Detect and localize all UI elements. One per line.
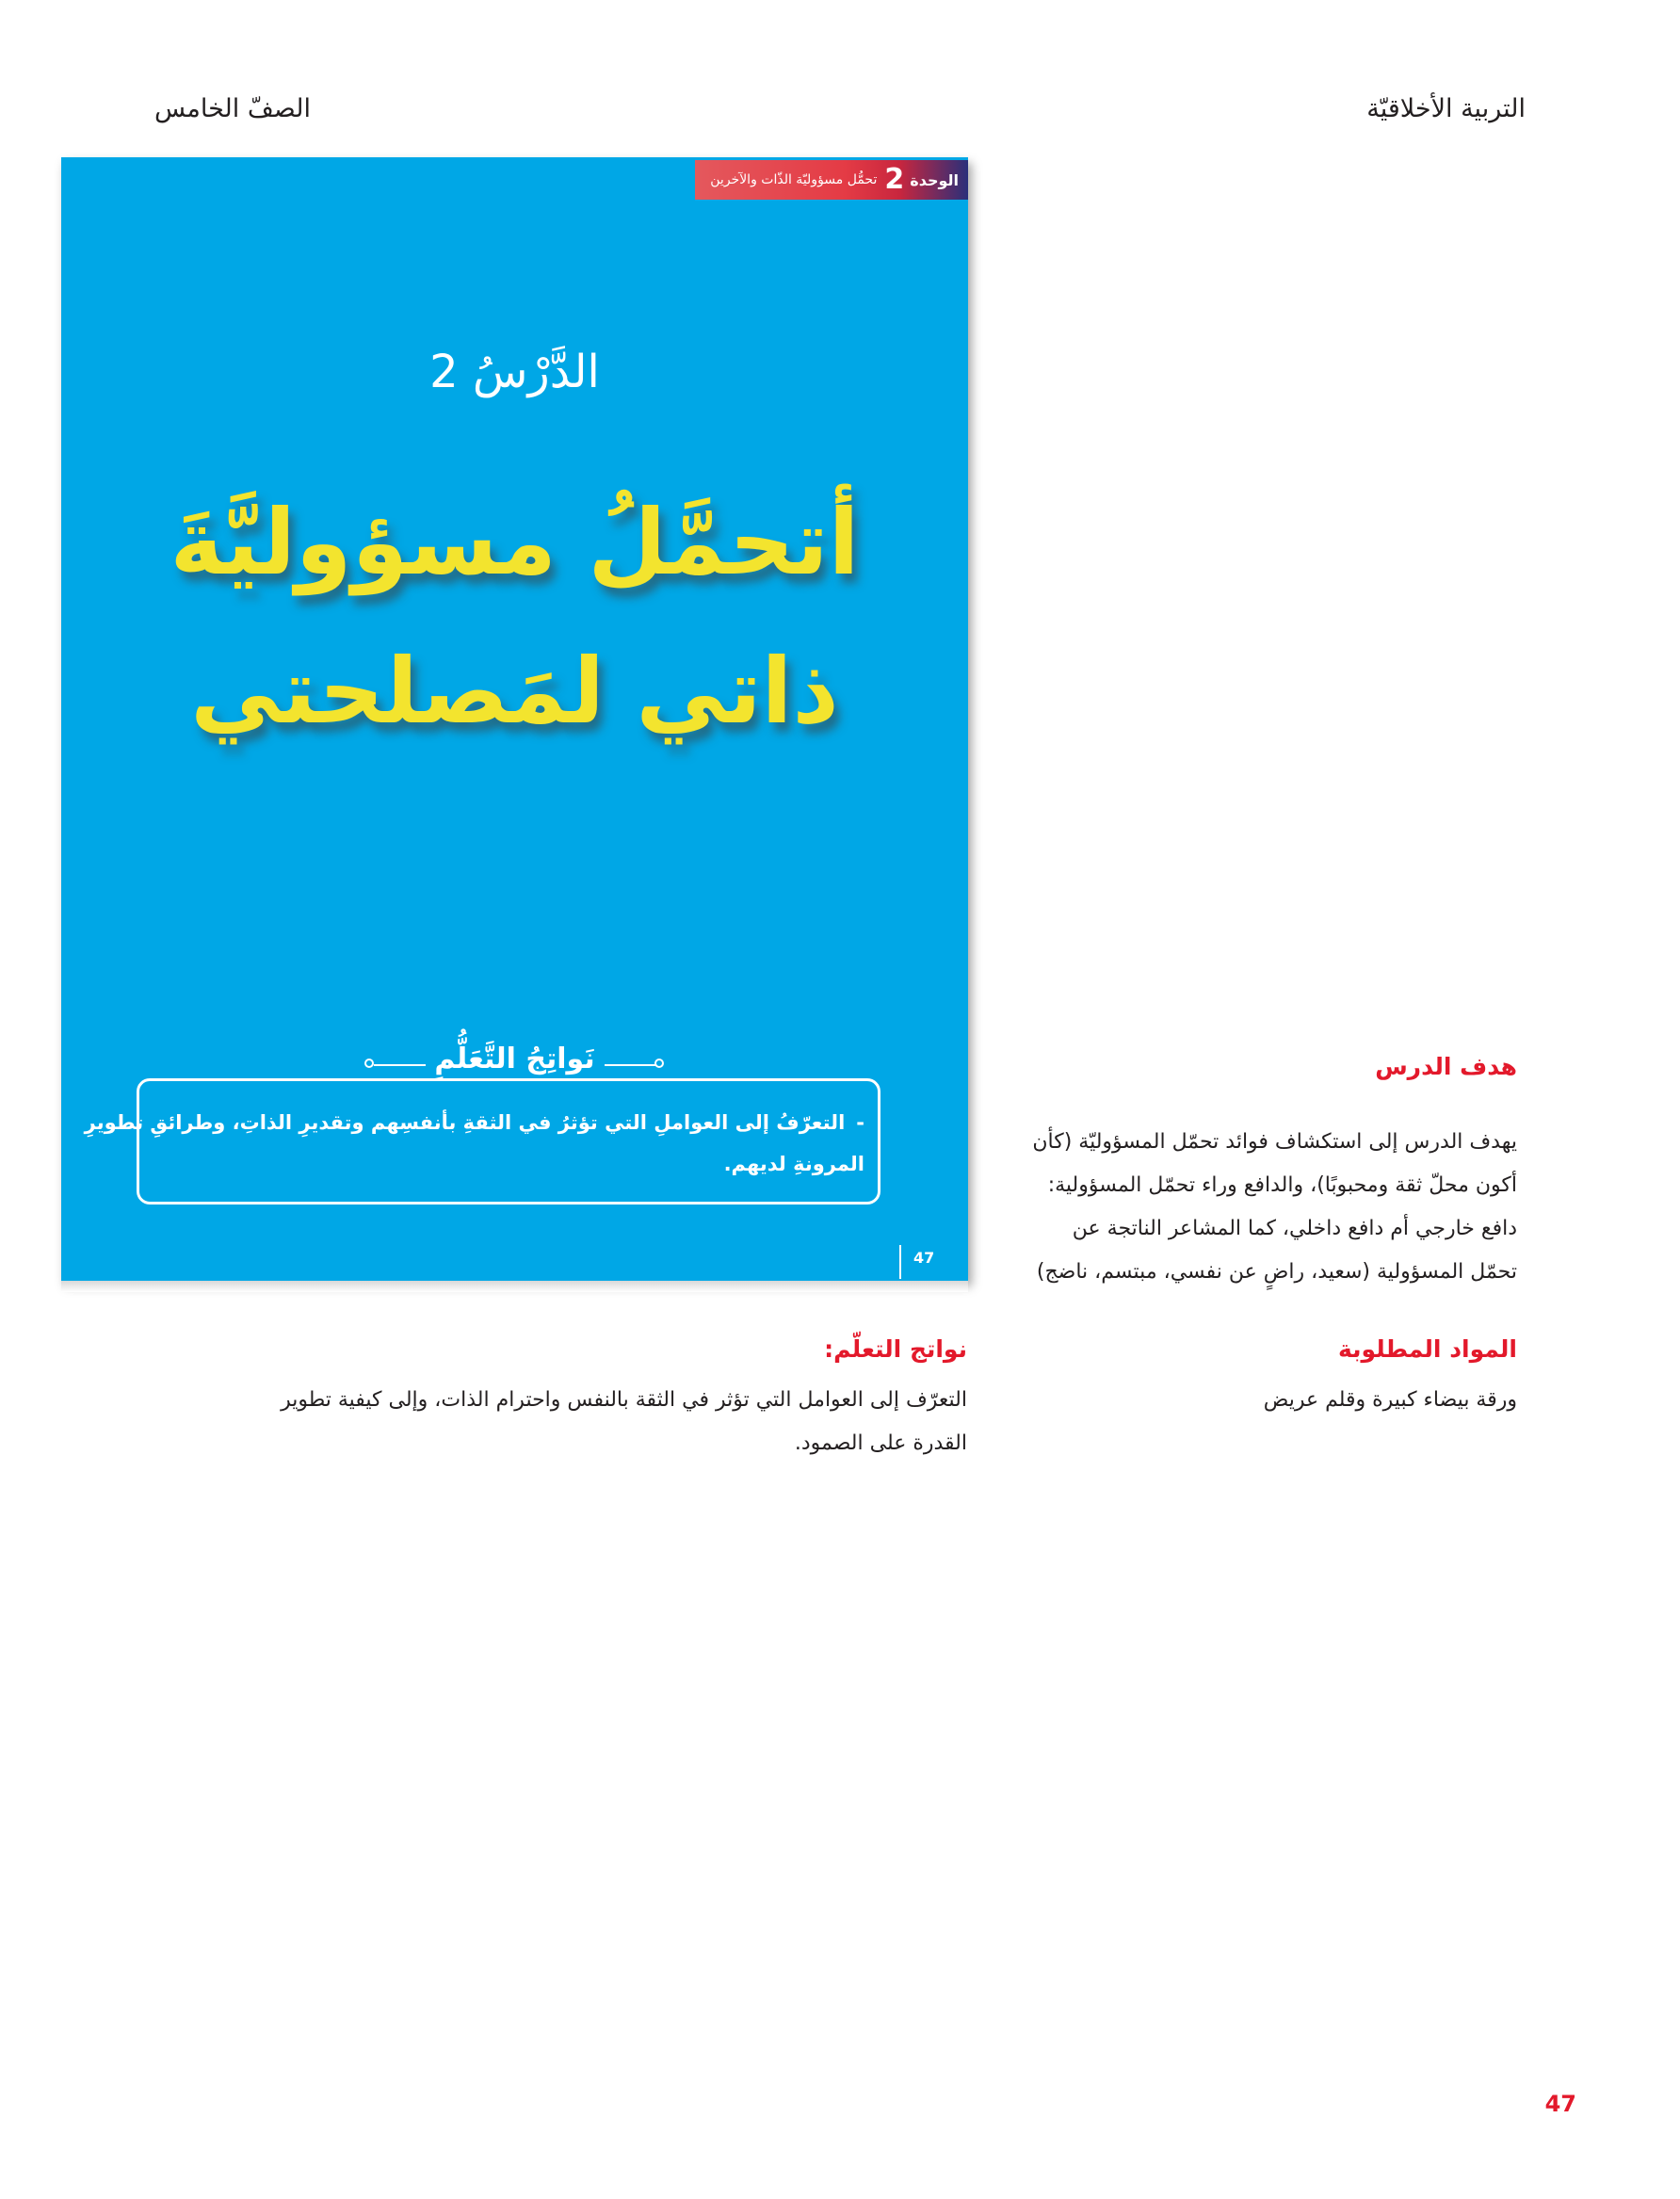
thumbnail-shadow-strip <box>61 1281 968 1292</box>
unit-word: الوحدة <box>910 170 959 189</box>
header-grade: الصفّ الخامس <box>154 94 311 123</box>
lesson-title <box>61 468 968 766</box>
lesson-title-line-2: ذاتي لمَصلحتي <box>190 639 839 744</box>
lesson-label: الدَّرْسُ 2 <box>429 346 600 398</box>
learning-outcomes-text: التعرّف إلى العوامل التي تؤثر في الثقة بالنفس واحترام الذات، وإلى كيفية تطوير القدرة على الصمود. <box>281 1388 967 1455</box>
lesson-goal-text: يهدف الدرس إلى استكشاف فوائد تحمّل المسؤوليّة (كأن أكون محلّ ثقة ومحبوبًا)، والدافع وراء تحمّل المسؤولية: دافع خارجي أم دافع داخلي، كما المشاعر الناتجة عن تحمّل المسؤولية (سعيد، راضٍ عن نفسي، مبتسم، ناضج) <box>1032 1130 1517 1284</box>
outcomes-divider-right <box>605 1064 656 1066</box>
outcomes-divider-left <box>374 1064 426 1066</box>
thumbnail-page-number: 47 <box>913 1249 935 1267</box>
header-subject: التربية الأخلاقيّة <box>1366 94 1526 123</box>
outcomes-heading: نَواتِجُ التَّعَلُّمِ <box>434 1043 595 1075</box>
lesson-cover-thumbnail <box>61 157 968 1281</box>
page-number: 47 <box>1544 2091 1576 2117</box>
outcomes-divider-dot-right <box>654 1059 664 1068</box>
materials-heading: المواد المطلوبة <box>1338 1335 1517 1363</box>
lesson-title-line-1: أتحمَّلُ مسؤوليَّةَ <box>170 490 860 595</box>
unit-banner <box>695 160 968 200</box>
unit-title: تحمُّل مسؤوليّة الذّات والآخرين <box>710 172 878 187</box>
outcome-dash: - <box>856 1111 864 1134</box>
materials-text: ورقة بيضاء كبيرة وقلم عريض <box>1263 1388 1517 1412</box>
outcomes-divider-dot-left <box>364 1059 374 1068</box>
thumbnail-page-divider <box>899 1245 901 1279</box>
learning-outcomes-heading: نواتج التعلّم: <box>824 1335 967 1363</box>
lesson-goal-heading: هدف الدرس <box>1375 1053 1517 1080</box>
unit-number: 2 <box>884 163 905 196</box>
outcome-text: التعرّفُ إلى العواملِ التي تؤثرُ في الثقةِ بأنفسِهم وتقديرِ الذاتِ، وطرائقِ تطويرِ المرونةِ لديهم. <box>84 1111 864 1175</box>
outcome-item <box>61 1102 864 1185</box>
